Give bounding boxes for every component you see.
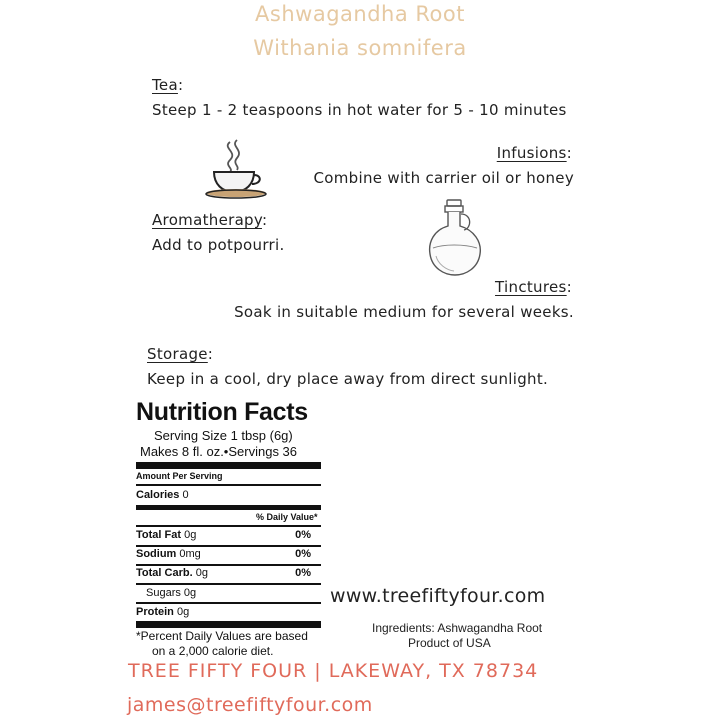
footnote-line-1: *Percent Daily Values are based — [136, 629, 308, 643]
steaming-teacup-icon — [200, 138, 272, 200]
oil-bottle-icon — [424, 198, 486, 278]
contact-email[interactable]: james@treefiftyfour.com — [127, 694, 373, 716]
aromatherapy-heading: Aromatherapy: — [152, 211, 268, 229]
divider-thick — [136, 462, 321, 469]
divider — [136, 564, 321, 566]
nutrition-facts-title: Nutrition Facts — [136, 398, 308, 426]
ingredients-text: Ingredients: Ashwagandha Root — [372, 621, 543, 635]
product-subtitle: Withania somnifera — [253, 36, 467, 60]
product-origin: Product of USA — [408, 636, 491, 650]
footnote-line-2: on a 2,000 calorie diet. — [152, 644, 274, 658]
divider — [136, 602, 321, 604]
servings-per-container: Makes 8 fl. oz.•Servings 36 — [140, 444, 298, 459]
tea-text: Steep 1 - 2 teaspoons in hot water for 5 - 10 minutes — [152, 101, 567, 119]
divider — [136, 583, 321, 585]
nutrient-row-protein: Protein 0g — [136, 606, 190, 618]
calories-row: Calories 0 — [136, 489, 189, 501]
nutrient-row-sugars: Sugars 0g — [146, 587, 197, 599]
divider — [136, 545, 321, 547]
divider-thick — [136, 505, 321, 510]
storage-text: Keep in a cool, dry place away from direct sunlight. — [147, 370, 549, 388]
amount-per-serving: Amount Per Serving — [136, 471, 223, 481]
aromatherapy-text: Add to potpourri. — [152, 236, 285, 254]
nutrient-row-total-carb: Total Carb. 0g 0% — [136, 567, 311, 579]
serving-size: Serving Size 1 tbsp (6g) — [154, 428, 293, 443]
divider — [136, 484, 321, 486]
storage-heading: Storage: — [147, 345, 214, 363]
tinctures-heading: Tinctures: — [495, 278, 572, 296]
company-address: TREE FIFTY FOUR | LAKEWAY, TX 78734 — [128, 660, 539, 682]
daily-value-header: % Daily Value* — [256, 512, 318, 522]
tea-heading: Tea: — [152, 76, 184, 94]
website-link[interactable]: www.treefiftyfour.com — [330, 585, 546, 607]
product-title: Ashwagandha Root — [255, 2, 465, 26]
infusions-text: Combine with carrier oil or honey — [313, 169, 574, 187]
tinctures-text: Soak in suitable medium for several weeks. — [234, 303, 574, 321]
nutrient-row-total-fat: Total Fat 0g 0% — [136, 529, 311, 541]
divider — [136, 525, 321, 527]
infusions-heading: Infusions: — [496, 144, 572, 162]
nutrient-row-sodium: Sodium 0mg 0% — [136, 548, 311, 560]
divider-thick — [136, 621, 321, 628]
